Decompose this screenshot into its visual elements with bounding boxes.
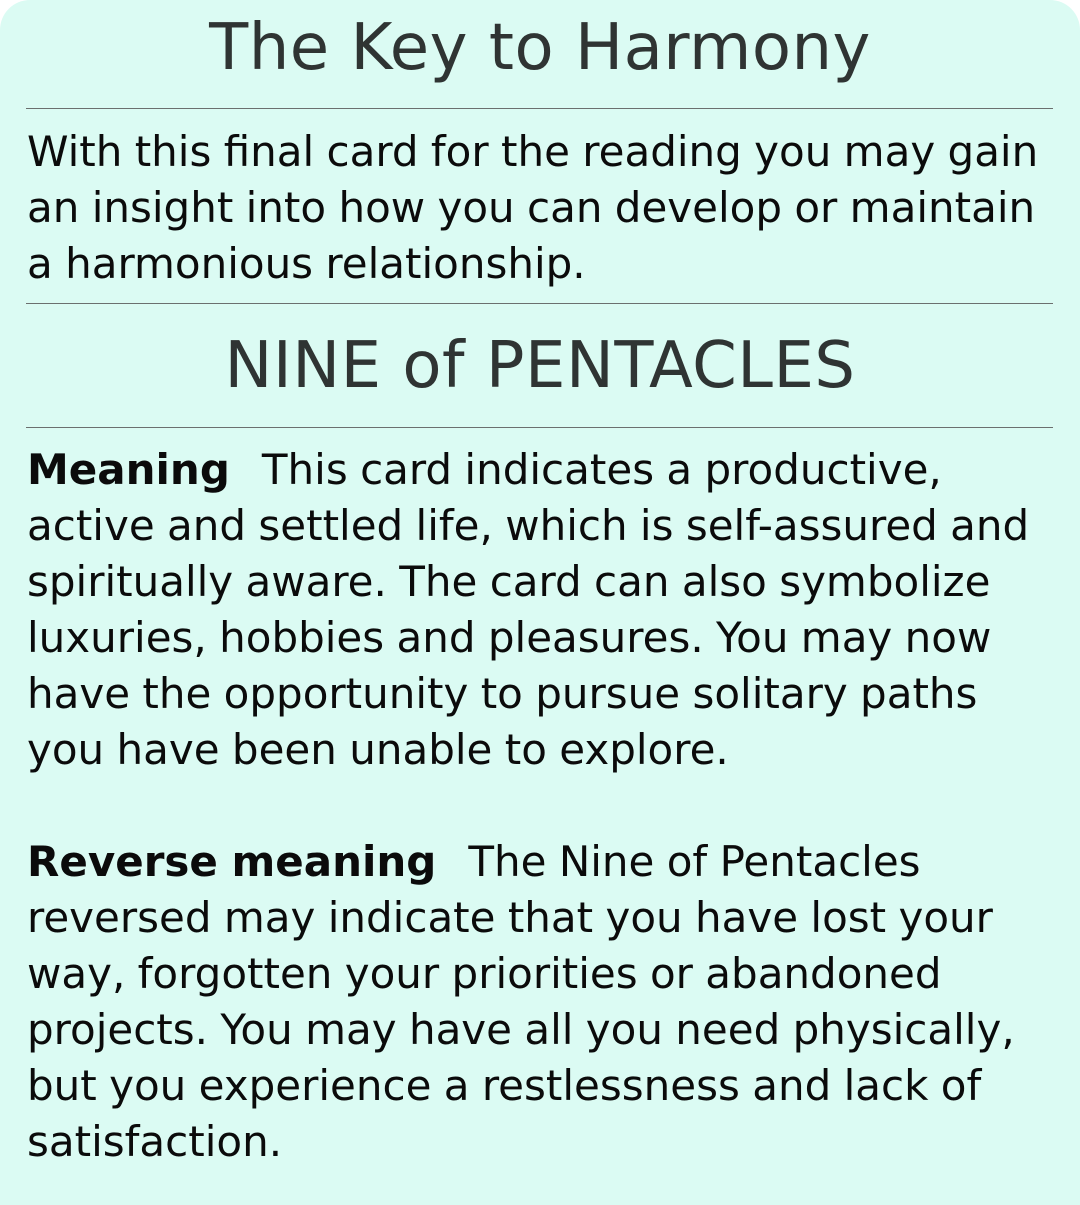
divider bbox=[26, 108, 1053, 109]
meaning-text: This card indicates a productive, active and settled life, which is self-assured and spiritually aware. The card can also symbolize luxuries, hobbies and pleasures. You may now have the opportunity to pursue solitary paths you have been unable to explore. bbox=[27, 445, 1030, 774]
divider bbox=[26, 303, 1053, 304]
meaning-paragraph bbox=[27, 442, 1057, 778]
divider bbox=[26, 427, 1053, 428]
reverse-meaning-label: Reverse meaning bbox=[27, 837, 437, 886]
reverse-meaning-text: The Nine of Pentacles reversed may indicate that you have lost your way, forgotten your priorities or abandoned projects. You may have all you need physically, but you experience a restlessness and lack of satisfaction. bbox=[27, 837, 1015, 1166]
section-title: The Key to Harmony bbox=[209, 11, 871, 85]
reverse-meaning-paragraph bbox=[27, 834, 1057, 1170]
card-name: NINE of PENTACLES bbox=[224, 329, 856, 403]
section-intro-text: With this final card for the reading you may gain an insight into how you can develop or maintain a harmonious relationship. bbox=[27, 127, 1039, 288]
meaning-label: Meaning bbox=[27, 445, 230, 494]
